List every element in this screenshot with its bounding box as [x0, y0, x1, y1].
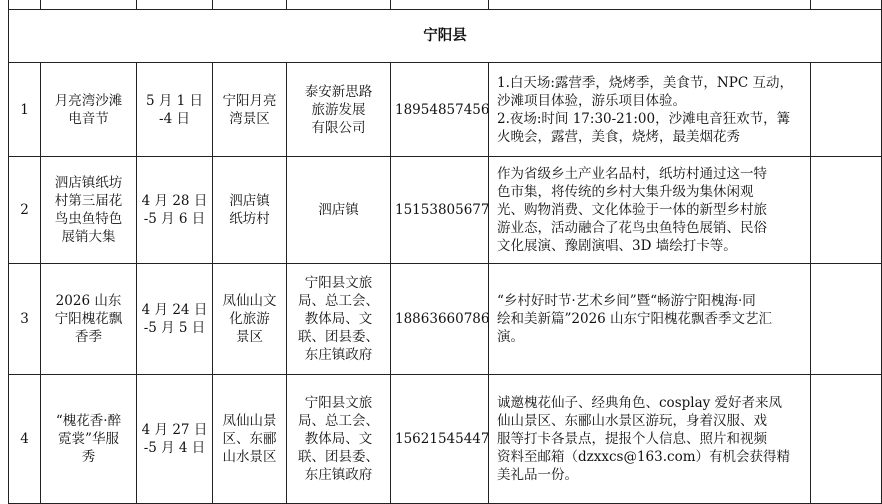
- event-organizer-line: 联、团县委、: [298, 449, 379, 465]
- event-organizer-line: 宁阳县文旅: [304, 275, 373, 291]
- event-organizer-line: 有限公司: [311, 119, 366, 136]
- event-name-line: 展销大集: [61, 229, 116, 245]
- event-organizer-line: 宁阳县文旅: [304, 395, 373, 411]
- event-organizer-line: 教体局、文: [304, 431, 373, 447]
- region-header-row: [9, 10, 882, 63]
- event-organizer-line: 东庄镇政府: [304, 347, 373, 363]
- event-place-line: 山水景区: [222, 449, 277, 465]
- table-top-strip: [9, 0, 882, 10]
- event-description-line: 色市集，将传统的乡村大集升级为集休闲观: [497, 184, 754, 200]
- event-place-line: 化旅游: [229, 311, 270, 327]
- event-name-line: 霓裳”华服: [58, 431, 119, 447]
- event-date-line: -5 月 5 日: [143, 320, 206, 336]
- event-date-line: 4 月 28 日: [141, 193, 208, 209]
- event-description: [489, 375, 811, 504]
- event-description-line: 游业态，活动融合了花鸟虫鱼特色展销、民俗: [497, 220, 767, 236]
- event-organizer-line: 教体局、文: [304, 311, 373, 327]
- event-date-line: 5 月 1 日: [145, 92, 204, 109]
- event-place-line: 凤仙山文: [222, 293, 277, 309]
- event-place: [213, 157, 287, 264]
- event-description-line: 服等打卡各景点，提报个人信息、照片和视频: [497, 431, 767, 447]
- event-name-line: 电音节: [68, 110, 109, 127]
- event-description-line: “乡村好时节·艺术乡间”暨“畅游宁阳槐海·同: [497, 293, 756, 309]
- row-number: 2: [9, 157, 41, 264]
- event-phone: 18954857456: [391, 63, 489, 157]
- table-row: [9, 264, 882, 375]
- event-date-line: -4 日: [159, 110, 190, 127]
- event-name-line: “槐花香·醉: [55, 413, 122, 429]
- event-extra-cell: [811, 375, 882, 504]
- event-description-line: 作为省级乡土产业名品村，纸坊村通过这一特: [497, 166, 767, 182]
- event-name-line: 泗店镇纸坊: [54, 175, 123, 191]
- event-place-line: 泗店镇: [229, 193, 270, 209]
- events-table: [8, 0, 882, 504]
- event-description-line: 2.夜场:时间 17:30-21:00，沙滩电音狂欢节，篝: [497, 110, 791, 127]
- event-extra-cell: [811, 264, 882, 375]
- event-organizer: [287, 375, 391, 504]
- event-name: [41, 63, 137, 157]
- event-name-line: 2026 山东: [55, 293, 122, 309]
- event-phone: 15153805677: [391, 157, 489, 264]
- event-extra-cell: [811, 157, 882, 264]
- event-date-line: -5 月 6 日: [143, 211, 206, 227]
- event-organizer-line: 泰安新思路: [304, 83, 373, 100]
- event-organizer-line: 泗店镇: [318, 202, 359, 218]
- event-name: [41, 375, 137, 504]
- event-organizer-line: 旅游发展: [311, 101, 366, 118]
- event-date-line: 4 月 27 日: [141, 422, 208, 438]
- event-place-line: 景区: [236, 329, 263, 345]
- event-name: [41, 157, 137, 264]
- event-description-line: 演。: [497, 329, 524, 345]
- event-date: [137, 63, 213, 157]
- table-row: [9, 157, 882, 264]
- event-date: [137, 375, 213, 504]
- event-place-line: 纸坊村: [229, 211, 270, 227]
- event-organizer-line: 东庄镇政府: [304, 467, 373, 483]
- event-place-line: 区、东郦: [222, 431, 277, 447]
- table-row: [9, 63, 882, 157]
- event-name-line: 月亮湾沙滩: [54, 92, 123, 109]
- event-organizer-line: 联、团县委、: [298, 329, 379, 345]
- event-date: [137, 157, 213, 264]
- event-place: [213, 375, 287, 504]
- event-description-line: 1.白天场:露营季，烧烤季，美食节，NPC 互动，: [497, 74, 793, 91]
- event-place: [213, 264, 287, 375]
- event-description-line: 美礼品一份。: [497, 467, 578, 483]
- event-organizer: [287, 63, 391, 157]
- event-description-line: 仙山景区、东郦山水景区游玩，身着汉服、戏: [497, 413, 767, 429]
- event-description-line: 光、购物消费、文化体验于一体的新型乡村旅: [497, 202, 767, 218]
- event-name-line: 香季: [75, 329, 102, 345]
- event-organizer: [287, 157, 391, 264]
- event-name-line: 鸟虫鱼特色: [54, 211, 123, 227]
- row-number: 1: [9, 63, 41, 157]
- event-phone: 15621545447: [391, 375, 489, 504]
- event-description-line: 诚邀槐花仙子、经典角色、cosplay 爱好者来凤: [497, 395, 783, 411]
- event-organizer: [287, 264, 391, 375]
- event-place-line: 宁阳月亮: [222, 92, 277, 109]
- event-description-line: 文化展演、豫剧演唱、3D 墙绘打卡等。: [497, 238, 737, 254]
- event-date: [137, 264, 213, 375]
- event-place: [213, 63, 287, 157]
- event-description-line: 火晚会，露营，美食，烧烤，最美烟花秀: [497, 128, 740, 145]
- event-date-line: 4 月 24 日: [141, 302, 208, 318]
- event-description-line: 资料至邮箱（dzxxcs@163.com）有机会获得精: [497, 449, 791, 465]
- event-description: [489, 157, 811, 264]
- event-name-line: 宁阳槐花飘: [54, 311, 123, 327]
- event-description: [489, 63, 811, 157]
- event-organizer-line: 局、总工会、: [298, 413, 379, 429]
- event-description: [489, 264, 811, 375]
- row-number: 3: [9, 264, 41, 375]
- event-description-line: 绘和美新篇”2026 山东宁阳槐花飘香季文艺汇: [497, 311, 773, 327]
- row-number: 4: [9, 375, 41, 504]
- event-place-line: 凤仙山景: [222, 413, 277, 429]
- event-place-line: 湾景区: [229, 110, 270, 127]
- event-organizer-line: 局、总工会、: [298, 293, 379, 309]
- event-description-line: 沙滩项目体验，游乐项目体验。: [497, 92, 686, 109]
- event-phone: 18863660786: [391, 264, 489, 375]
- event-name-line: 秀: [81, 449, 96, 465]
- region-title: 宁阳县: [9, 10, 882, 63]
- event-name: [41, 264, 137, 375]
- table-row: [9, 375, 882, 504]
- event-extra-cell: [811, 63, 882, 157]
- event-name-line: 村第三届花: [54, 193, 123, 209]
- event-date-line: -5 月 4 日: [143, 440, 206, 456]
